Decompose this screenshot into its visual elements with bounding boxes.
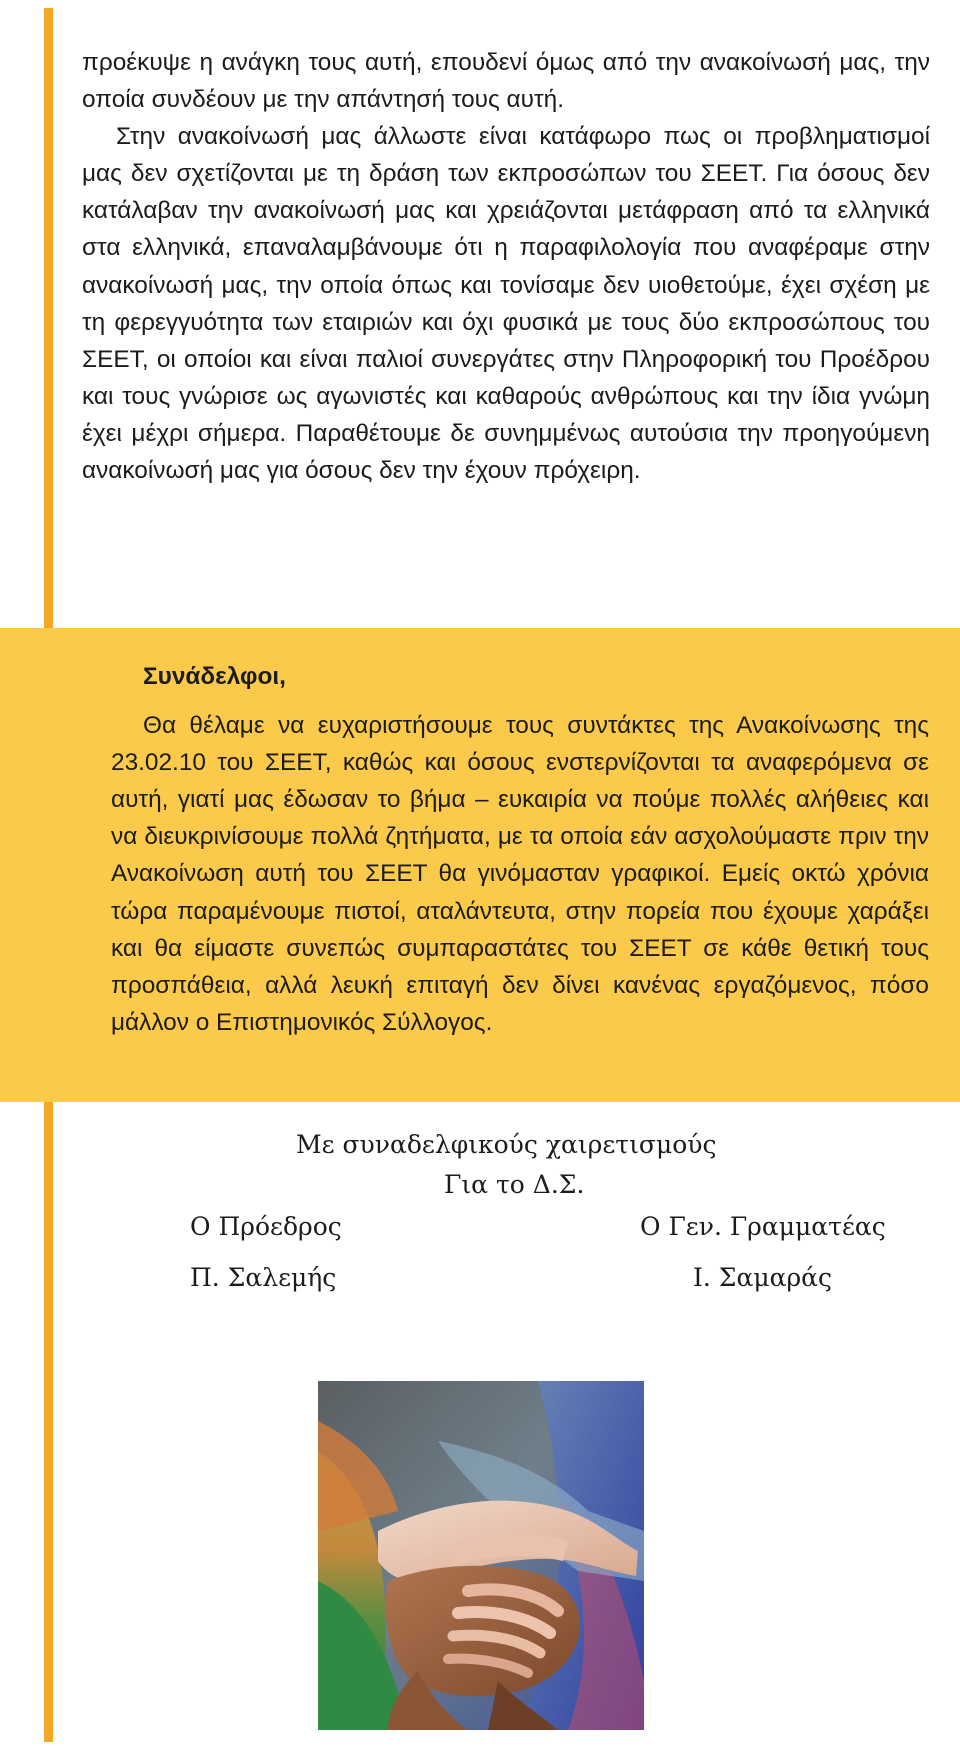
quoted-letter-box [0, 628, 960, 1102]
quoted-letter [111, 658, 929, 1041]
president-title: Ο Πρόεδρος [190, 1212, 342, 1241]
letter-salutation: Συνάδελφοι, [143, 663, 286, 690]
joined-hands-icon [318, 1381, 644, 1730]
closing-board: Για το Δ.Σ. [444, 1170, 585, 1199]
intro-paragraph: Στην ανακοίνωσή μας άλλωστε είναι κατάφωρο πως οι προβληματισμοί μας δεν σχετίζονται με τη δράση των εκπροσώπων του ΣΕΕΤ. Για όσους δεν κατάλαβαν την ανακοίνωσή μας και χρειάζονται μετάφραση από τα ελληνικά στα ελληνικά, επαναλαμβάνουμε ότι η παραφιλολογία που αναφέραμε στην ανακοίνωσή μας, την οποία όπως και τονίσαμε δεν υιοθετούμε, έχει σχέση με τη φερεγγυότητα των εταιριών και όχι φυσικά με τους δύο εκπροσώπους του ΣΕΕΤ, οι οποίοι και είναι παλιοί συνεργάτες στην Πληροφορική του Προέδρου και τους γνώρισε ως αγωνιστές και καθαρούς ανθρώπους και την ίδια γνώμη έχει μέχρι σήμερα. Παραθέτουμε δε συνημμένως αυτούσια την προηγούμενη ανακοίνωσή μας για όσους δεν την έχουν πρόχειρη. [82, 123, 930, 485]
closing-greeting: Με συναδελφικούς χαιρετισμούς [296, 1130, 717, 1159]
intro-paragraph: προέκυψε η ανάγκη τους αυτή, επουδενί όμως από την ανακοίνωσή μας, την οποία συνδέουν με την απάντησή τους αυτή. [82, 49, 930, 114]
secretary-title: Ο Γεν. Γραμματέας [640, 1212, 886, 1241]
letter-body: Θα θέλαμε να ευχαριστήσουμε τους συντάκτες της Ανακοίνωσης της 23.02.10 του ΣΕΕΤ, καθώς και όσους ενστερνίζονται τα αναφερόμενα σε αυτή, γιατί μας έδωσαν το βήμα – ευκαιρία να πούμε πολλές αλήθειες και να διευκρινίσουμε πολλά ζητήματα, με τα οποία εάν ασχολούμαστε πριν την Ανακοίνωση αυτή του ΣΕΕΤ θα γινόμασταν γραφικοί. Εμείς οκτώ χρόνια τώρα παραμένουμε πιστοί, αταλάντευτα, στην πορεία που έχουμε χαράξει και θα είμαστε συνεπώς συμπαραστάτες του ΣΕΕΤ σε κάθε θετική τους προσπάθεια, αλλά λευκή επιταγή δεν δίνει κανένας εργαζόμενος, πόσο μάλλον ο Επιστημονικός Σύλλογος. [111, 712, 929, 1036]
secretary-name: Ι. Σαμαράς [693, 1263, 833, 1292]
president-name: Π. Σαλεμής [190, 1263, 337, 1292]
intro-text [82, 44, 930, 489]
